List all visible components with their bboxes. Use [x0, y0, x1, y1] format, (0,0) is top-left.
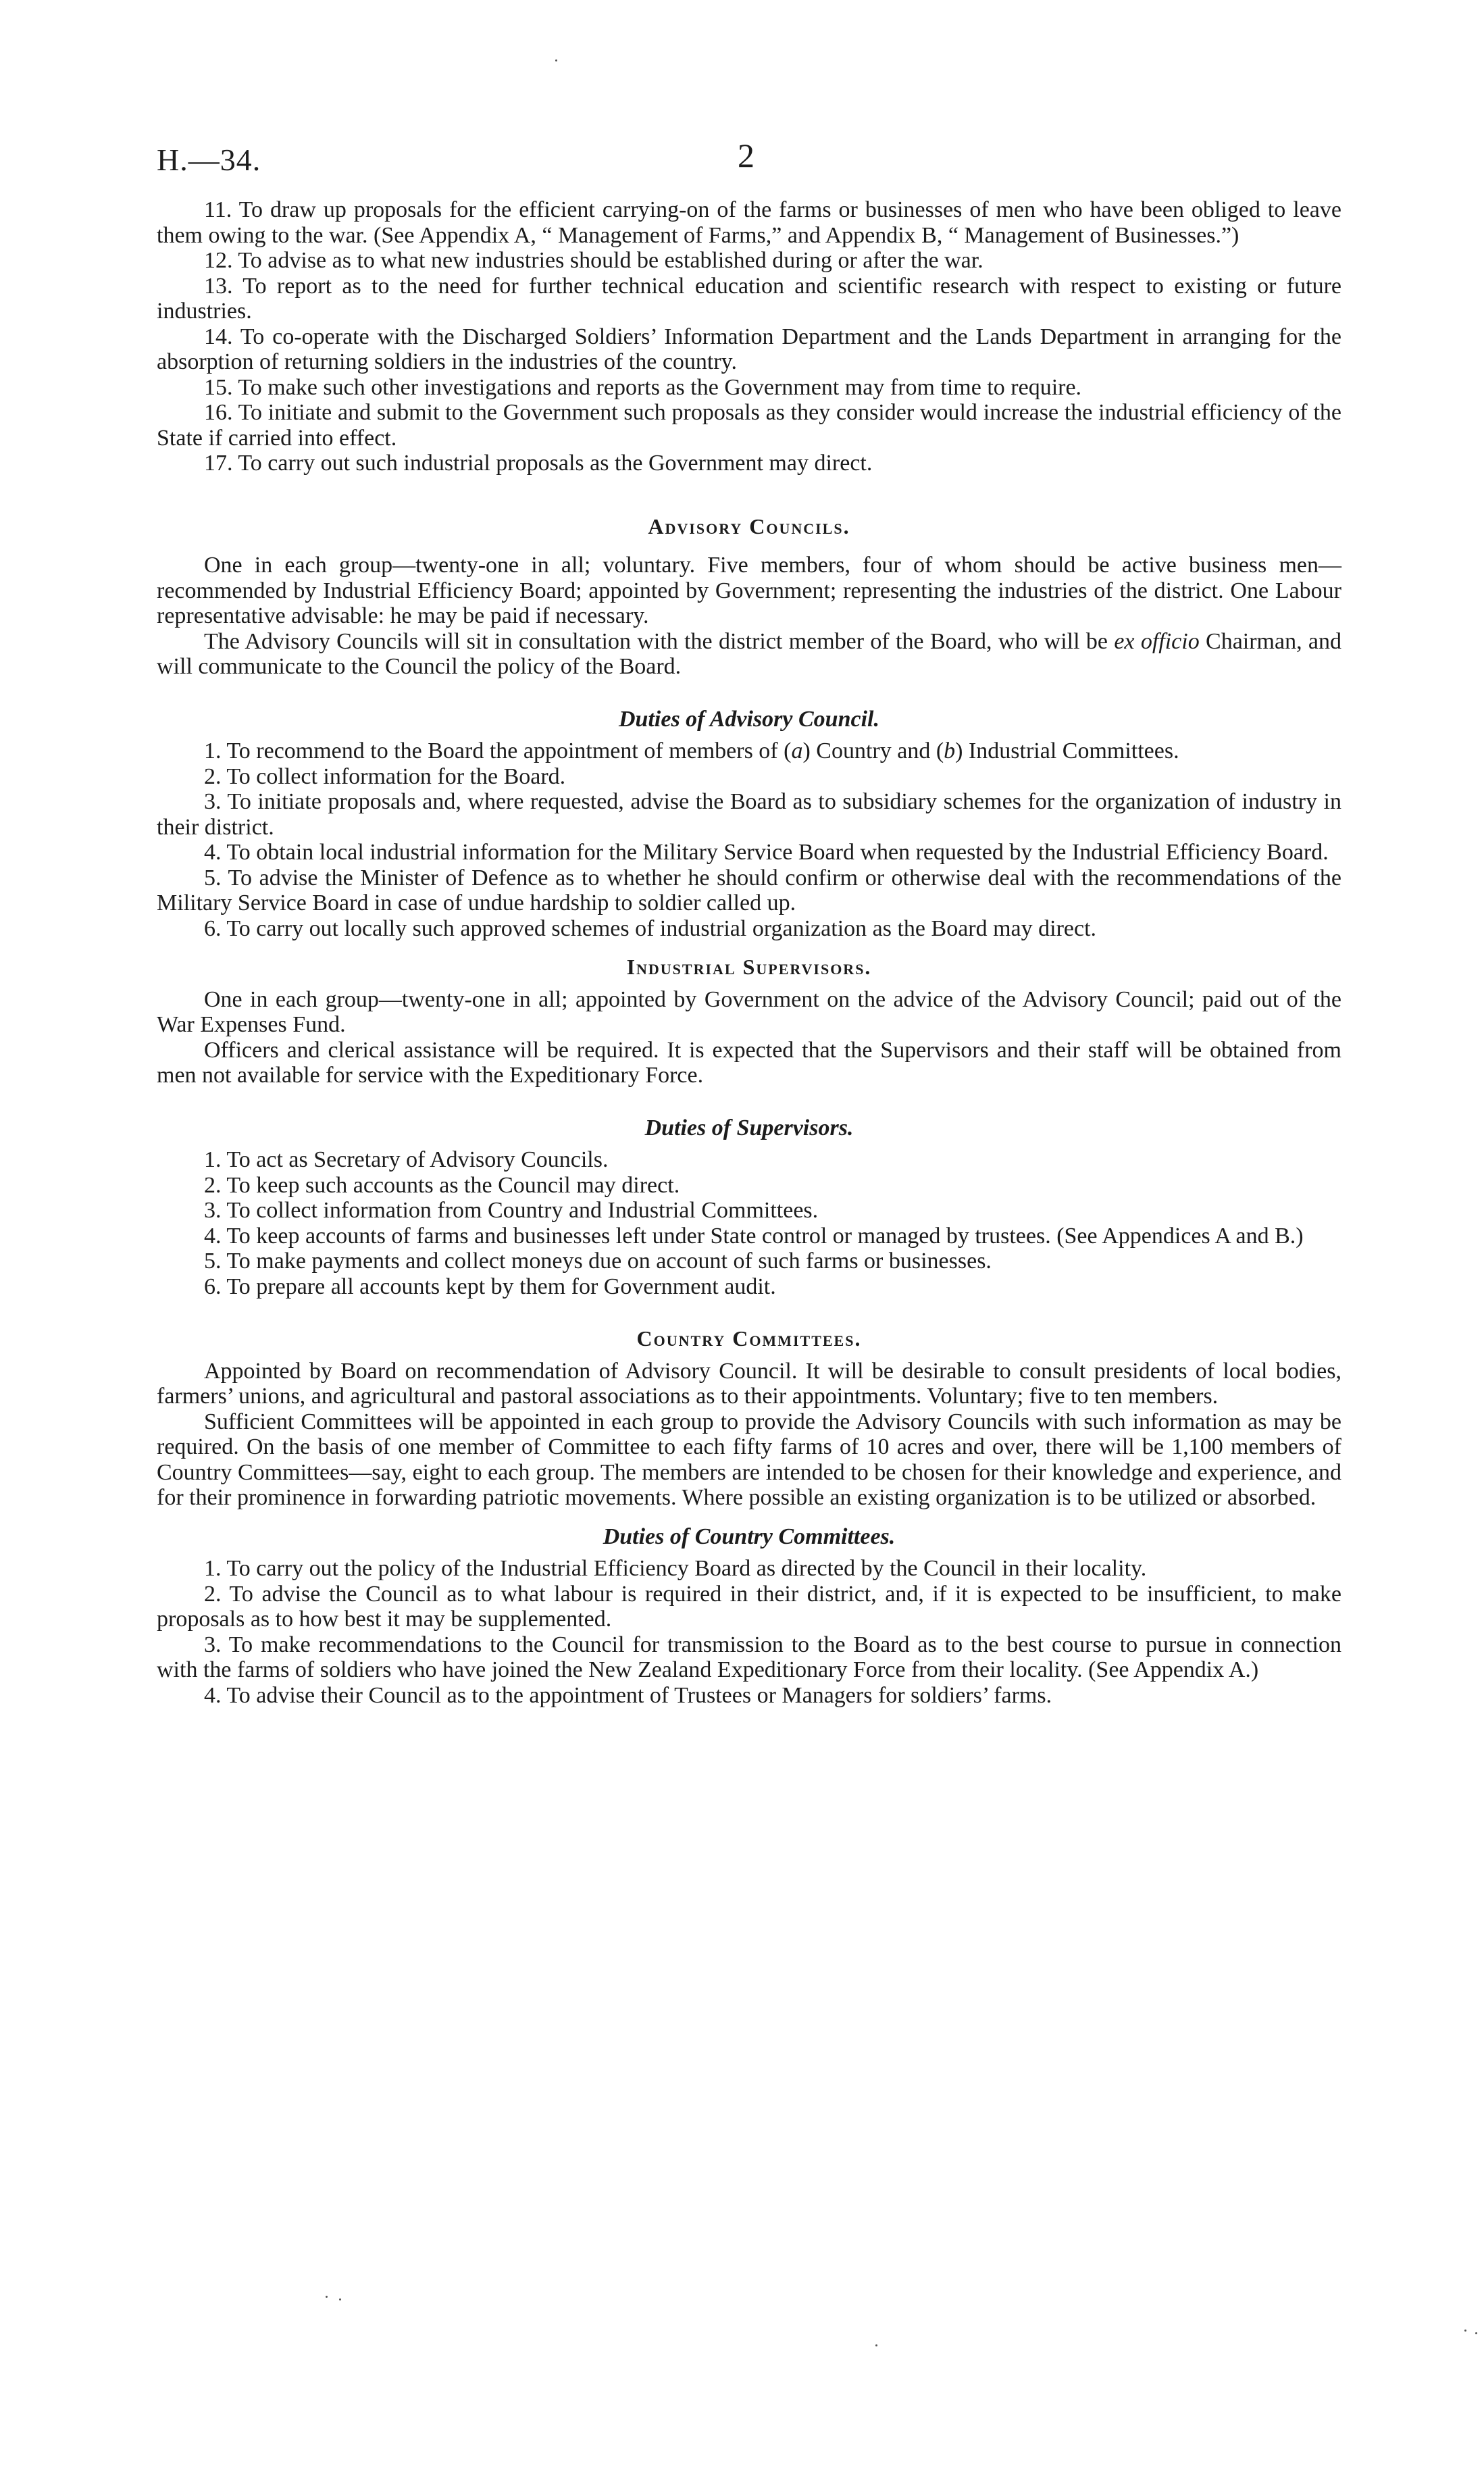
list-item: 2. To collect information for the Board.: [204, 763, 566, 789]
list-item: 4. To keep accounts of farms and businesses left under State control or managed by trustees. (See Appendices A and B.): [204, 1223, 1304, 1249]
board-duties-continued: [157, 197, 1341, 476]
list-item: 16. To initiate and submit to the Government such proposals as they consider would increase the industrial efficiency of the State if carried into effect.: [157, 400, 1341, 451]
duties-of-supervisors-section: [157, 1115, 1341, 1300]
industrial-supervisors-section: [157, 955, 1341, 1088]
duties-of-country-committees-heading: Duties of Country Committees.: [603, 1524, 896, 1549]
advisory-councils-heading: Advisory Councils.: [648, 513, 850, 538]
list-item: 11. To draw up proposals for the efficient carrying-on of the farms or businesses of men who have been obliged to leave them owing to the war. (See Appendix A, “ Management of Farms,” and Appendix B, “ Management of Businesses.”): [157, 197, 1341, 248]
list-item: 4. To obtain local industrial information for the Military Service Board when requested by the Industrial Efficiency Board.: [204, 840, 1329, 865]
industrial-supervisors-paragraph-2: Officers and clerical assistance will be required. It is expected that the Supervisors and their staff will be obtained from men not available for service with the Expeditionary Force.: [157, 1037, 1341, 1088]
duties-of-advisory-council-section: [157, 707, 1341, 942]
country-committees-heading: Country Committees.: [636, 1326, 862, 1351]
list-item: 5. To advise the Minister of Defence as to whether he should confirm or otherwise deal with the recommendations of the Military Service Board in case of undue hardship to soldier called up.: [157, 865, 1341, 915]
list-item: 17. To carry out such industrial proposals as the Government may direct.: [204, 451, 873, 476]
list-item: 3. To make recommendations to the Council for transmission to the Board as to the best course to pursue in connection with the farms of soldiers who have joined the New Zealand Expeditionary Force from their locality. (See Appendix A.): [157, 1632, 1341, 1682]
ex-officio-italic: ex officio: [1114, 628, 1200, 654]
duties-of-supervisors-heading: Duties of Supervisors.: [644, 1115, 854, 1140]
country-committees-paragraph: Appointed by Board on recommendation of Advisory Council. It will be desirable to consult presidents of local bodies, farmers’ unions, and agricultural and pastoral associations as to their appointments. Voluntary; five to ten members.: [157, 1358, 1341, 1409]
list-item: 15. To make such other investigations and reports as the Government may from time to require.: [204, 374, 1082, 400]
list-item: 13. To report as to the need for further technical education and scientific research with respect to existing or future industries.: [157, 273, 1341, 324]
duties-of-country-committees-section: [157, 1524, 1341, 1709]
list-item: 4. To advise their Council as to the appointment of Trustees or Managers for soldiers’ farms.: [204, 1682, 1052, 1708]
list-item: 1. To act as Secretary of Advisory Councils.: [204, 1147, 609, 1172]
list-item: 5. To make payments and collect moneys due on account of such farms or businesses.: [204, 1249, 992, 1274]
industrial-supervisors-heading: Industrial Supervisors.: [626, 955, 872, 979]
list-item: 2. To advise the Council as to what labour is required in their district, and, if it is expected to be insufficient, to make proposals as to how best it may be supplemented.: [157, 1581, 1341, 1632]
list-item: 12. To advise as to what new industries should be established during or after the war.: [204, 248, 983, 273]
document-page: [157, 135, 1341, 1708]
industrial-supervisors-paragraph: One in each group—twenty-one in all; appointed by Government on the advice of the Advisory Council; paid out of the War Expenses Fund.: [157, 986, 1341, 1037]
list-item: 6. To carry out locally such approved schemes of industrial organization as the Board may direct.: [204, 915, 1097, 941]
duties-of-advisory-council-heading: Duties of Advisory Council.: [619, 706, 879, 732]
list-item: 1. To recommend to the Board the appointment of members of (a) Country and (b) Industrial Committees.: [204, 738, 1179, 763]
document-reference: H.—34.: [157, 143, 261, 177]
page-header: [157, 135, 1341, 189]
list-item: 3. To initiate proposals and, where requested, advise the Board as to subsidiary schemes for the organization of industry in their district.: [157, 789, 1341, 840]
country-committees-section: [157, 1326, 1341, 1511]
list-item: 6. To prepare all accounts kept by them for Government audit.: [204, 1274, 776, 1299]
list-item: 1. To carry out the policy of the Industrial Efficiency Board as directed by the Council in their locality.: [204, 1556, 1147, 1581]
page-number: 2: [738, 136, 754, 174]
advisory-councils-section: [157, 514, 1341, 680]
list-item: 2. To keep such accounts as the Council may direct.: [204, 1172, 680, 1198]
advisory-councils-paragraph: One in each group—twenty-one in all; voluntary. Five members, four of whom should be active business men—recommended by Industrial Efficiency Board; appointed by Government; representing the industries of the district. One Labour representative advisable: he may be paid if necessary.: [157, 553, 1341, 628]
advisory-councils-paragraph-2: The Advisory Councils will sit in consultation with the district member of the Board, who will be ex officio Chairman, and will communicate to the Council the policy of the Board.: [157, 628, 1342, 679]
list-item: 3. To collect information from Country and Industrial Committees.: [204, 1198, 819, 1223]
country-committees-paragraph-2: Sufficient Committees will be appointed in each group to provide the Advisory Councils with such information as may be required. On the basis of one member of Committee to each fifty farms of 10 acres and over, there will be 1,100 members of Country Committees—say, eight to each group. The members are intended to be chosen for their knowledge and experience, and for their prominence in forwarding patriotic movements. Where possible an existing organization is to be utilized or absorbed.: [157, 1409, 1341, 1510]
list-item: 14. To co-operate with the Discharged Soldiers’ Information Department and the Lands Department in arranging for the absorption of returning soldiers in the industries of the country.: [157, 324, 1341, 374]
